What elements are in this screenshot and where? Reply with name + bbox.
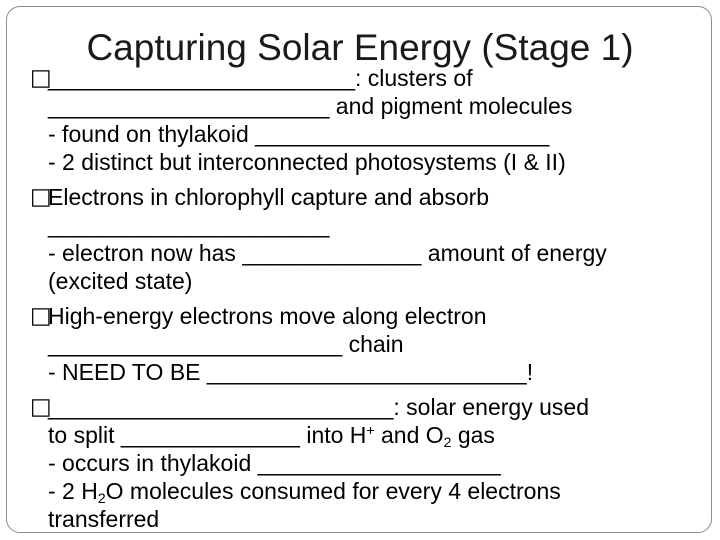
bullet-square-icon: □ (30, 394, 52, 420)
line-solar-energy-used: ___________________________: solar energy used (48, 394, 589, 420)
line-transferred: transferred (48, 506, 160, 532)
line-pigment-molecules: ______________________ and pigment molecules (48, 93, 573, 119)
h2o-rest-text: O molecules consumed for every 4 electrons (105, 478, 561, 504)
line-h2o-consumed (48, 477, 561, 505)
line-excited-state: (excited state) (48, 268, 193, 294)
and-o-text: and O (374, 422, 444, 448)
line-absorb-blank: ______________________ (48, 212, 330, 238)
h-plus-superscript: + (366, 422, 375, 438)
h2o-prefix-text: - 2 H (48, 478, 98, 504)
bullet-square-icon: □ (30, 303, 52, 329)
o2-subscript: 2 (443, 434, 452, 450)
line-electrons-capture: Electrons in chlorophyll capture and absorb (48, 184, 490, 210)
slide-title: Capturing Solar Energy (Stage 1) (86, 27, 634, 68)
line-energy-amount: - electron now has ______________ amount of energy (48, 240, 607, 266)
bullet-square-icon: □ (30, 184, 52, 210)
line-occurs-in-thylakoid: - occurs in thylakoid ___________________ (48, 450, 501, 476)
line-found-on-thylakoid: - found on thylakoid _______________________ (48, 121, 550, 147)
bullet-square-icon: □ (30, 65, 52, 91)
split-text: to split ______________ into H (48, 422, 367, 448)
line-photosystem-blank: ________________________: clusters of (48, 65, 473, 91)
line-transport-chain: _______________________ chain (48, 331, 404, 357)
line-high-energy-electrons: High-energy electrons move along electron (48, 303, 487, 329)
line-two-photosystems: - 2 distinct but interconnected photosystems (I & II) (48, 149, 566, 175)
gas-text: gas (451, 422, 495, 448)
h2-subscript: 2 (97, 490, 106, 506)
line-split-water (48, 421, 495, 449)
line-need-to-be: - NEED TO BE _________________________! (48, 359, 534, 385)
